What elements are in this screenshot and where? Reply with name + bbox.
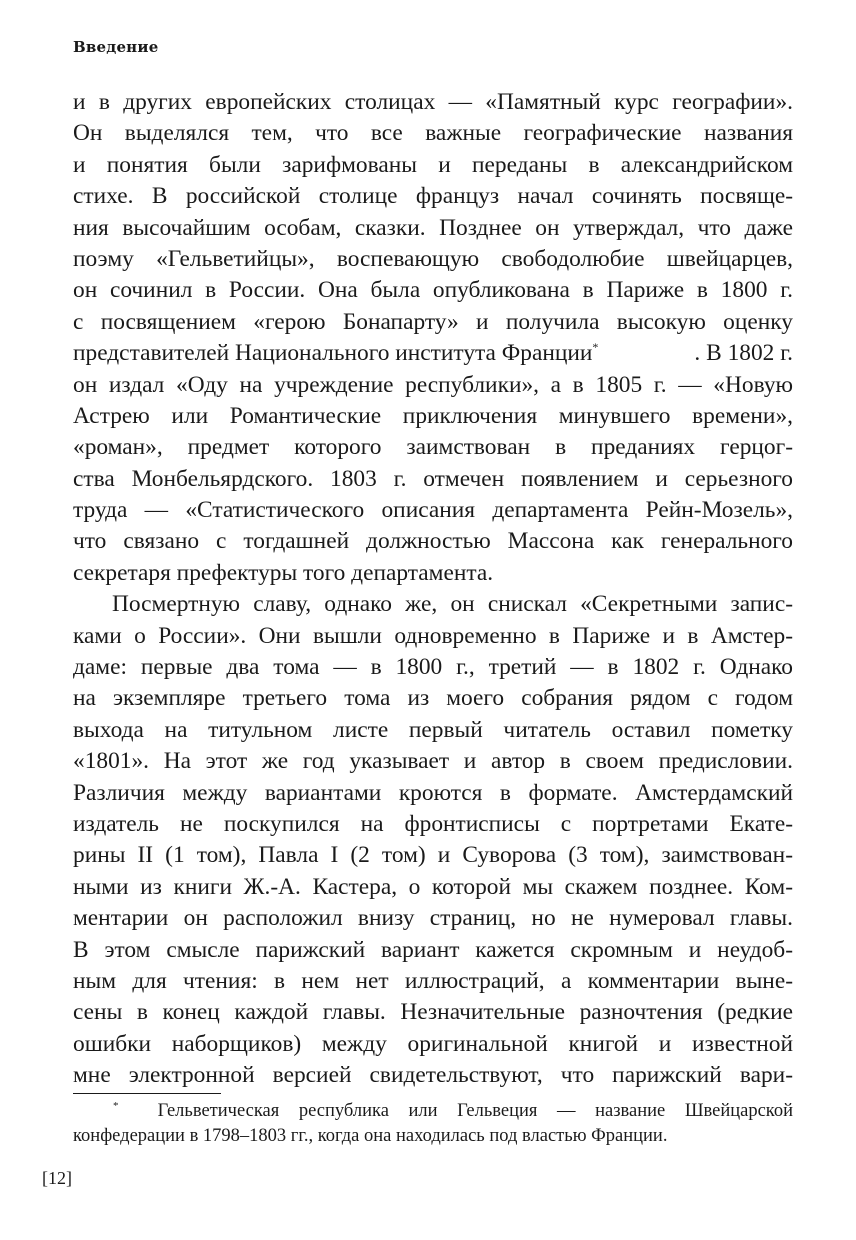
body-text <box>73 87 793 1092</box>
footnote-line <box>73 1099 793 1124</box>
text-line: ошибки наборщиков) между оригинальной книгой и известной <box>73 1030 793 1057</box>
text-line: ками о России». Они вышли одновременно в Париже и в Амстер- <box>73 622 793 649</box>
text-line: издатель не поскупился на фронтисписы с портретами Екате- <box>73 810 793 837</box>
text-line: поэму «Гельветийцы», воспевающую свободолюбие швейцарцев, <box>73 245 793 272</box>
footnote-reference[interactable]: * <box>592 340 599 355</box>
text-line: ства Монбельярдского. 1803 г. отмечен появлением и серьезного <box>73 465 793 492</box>
page-number: [12] <box>42 1168 72 1188</box>
text-segment: представителей Национального института Франции <box>73 340 593 367</box>
text-line: Он выделялся тем, что все важные географические названия <box>73 120 793 147</box>
text-line: «1801». На этот же год указывает и автор в своем предисловии. <box>73 748 793 775</box>
text-line: выхода на титульном листе первый читатель оставил пометку <box>73 716 793 743</box>
text-line: В этом смысле парижский вариант кажется скромным и неудоб- <box>73 936 793 963</box>
footnote <box>73 1099 793 1148</box>
text-line: Посмертную славу, однако же, он снискал «Секретными запис- <box>112 591 793 618</box>
footnote-line: конфедерации в 1798–1803 гг., когда она находилась под властью Франции. <box>73 1125 668 1146</box>
text-line: на экземпляре третьего тома из моего собрания рядом с годом <box>73 685 793 712</box>
text-line: даме: первые два тома — в 1800 г., третий — в 1802 г. Однако <box>73 654 793 681</box>
text-line: ния высочайшим особам, сказки. Позднее он утверждал, что даже <box>73 214 793 241</box>
footnote-text: Гельветическая республика или Гельвеция — название Швейцарской <box>157 1101 793 1121</box>
text-segment: . В 1802 г. <box>694 340 793 367</box>
text-line: и понятия были зарифмованы и переданы в александрийском <box>73 151 793 178</box>
text-line: стихе. В российской столице француз начал сочинять посвяще- <box>73 183 793 210</box>
text-line: и в других европейских столицах — «Памятный курс географии». <box>73 89 793 115</box>
text-line: секретаря префектуры того департамента. <box>73 559 494 586</box>
text-line: ными из книги Ж.-А. Кастера, о которой мы скажем позднее. Ком- <box>73 873 793 900</box>
text-line: сены в конец каждой главы. Незначительные разночтения (редкие <box>73 999 793 1026</box>
text-line: мне электронной версией свидетельствуют, что парижский вари- <box>73 1062 793 1089</box>
footnote-divider <box>73 1093 221 1094</box>
text-line: ментарии он расположил внизу страниц, но не нумеровал главы. <box>73 905 793 932</box>
text-line: ным для чтения: в нем нет иллюстраций, а комментарии выне- <box>73 967 793 994</box>
text-line: рины II (1 том), Павла I (2 том) и Суворова (3 том), заимствован- <box>73 842 793 869</box>
text-line: Различия между вариантами кроются в формате. Амстердамский <box>73 779 793 806</box>
text-line <box>73 338 598 369</box>
text-line: «роман», предмет которого заимствован в преданиях герцог- <box>73 434 793 461</box>
text-line: труда — «Статистического описания департамента Рейн-Мозель», <box>73 497 793 524</box>
text-line-with-footnote <box>73 338 793 369</box>
text-line: он издал «Оду на учреждение республики», а в 1805 г. — «Новую <box>73 371 793 398</box>
text-line: с посвящением «герою Бонапарту» и получила высокую оценку <box>73 308 793 335</box>
running-title: Введение <box>73 38 159 56</box>
text-line: что связано с тогдашней должностью Массона как генерального <box>73 528 793 555</box>
footnote-marker: * <box>113 1100 119 1112</box>
text-line: он сочинил в России. Она была опубликована в Париже в 1800 г. <box>73 277 793 304</box>
text-line: Астрею или Романтические приключения минувшего времени», <box>73 402 793 429</box>
